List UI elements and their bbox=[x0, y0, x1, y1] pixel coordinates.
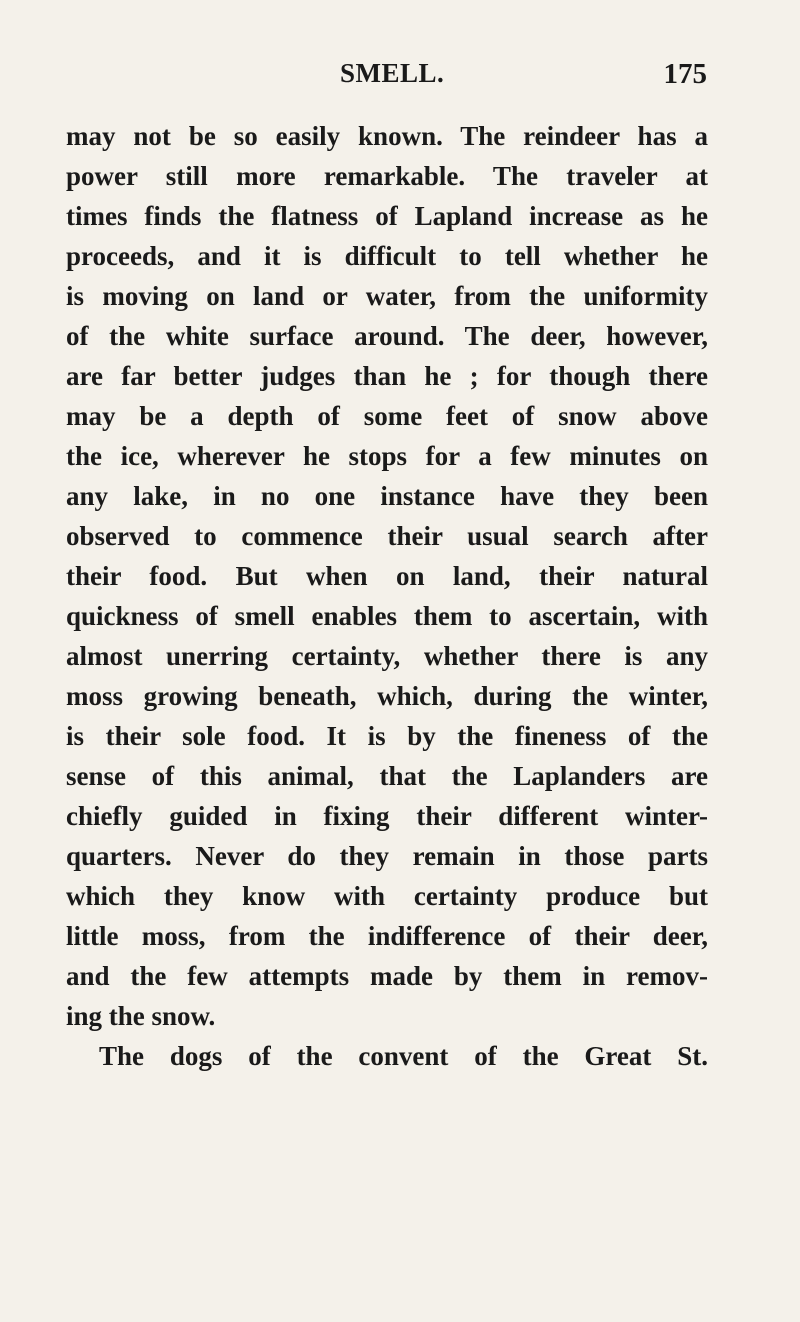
text-line: the ice, wherever he stops for a few minutes on bbox=[66, 441, 708, 471]
text-line: their food. But when on land, their natural bbox=[66, 561, 708, 591]
text-line: may be a depth of some feet of snow above bbox=[66, 401, 708, 431]
text-line: The dogs of the convent of the Great St. bbox=[99, 1041, 708, 1071]
body-text bbox=[66, 116, 708, 1076]
text-line: sense of this animal, that the Laplanders are bbox=[66, 761, 708, 791]
text-line: and the few attempts made by them in remov- bbox=[66, 961, 708, 991]
text-line: quickness of smell enables them to ascertain, with bbox=[66, 601, 708, 631]
text-line: which they know with certainty produce but bbox=[66, 881, 708, 911]
running-head-title: SMELL. bbox=[340, 58, 445, 88]
text-line: ing the snow. bbox=[66, 1001, 216, 1031]
text-line: is their sole food. It is by the fineness of the bbox=[66, 721, 708, 751]
page-number: 175 bbox=[663, 58, 707, 90]
text-line: are far better judges than he ; for though there bbox=[66, 361, 708, 391]
text-line: almost unerring certainty, whether there is any bbox=[66, 641, 708, 671]
text-line: observed to commence their usual search after bbox=[66, 521, 708, 551]
text-line: any lake, in no one instance have they been bbox=[66, 481, 708, 511]
running-head bbox=[0, 58, 800, 98]
text-line: may not be so easily known. The reindeer has a bbox=[66, 121, 708, 151]
text-line: chiefly guided in fixing their different winter- bbox=[66, 801, 708, 831]
text-line: moss growing beneath, which, during the winter, bbox=[66, 681, 708, 711]
text-line: power still more remarkable. The traveler at bbox=[66, 161, 708, 191]
text-line: is moving on land or water, from the uniformity bbox=[66, 281, 708, 311]
text-line: quarters. Never do they remain in those parts bbox=[66, 841, 708, 871]
text-line: little moss, from the indifference of their deer, bbox=[66, 921, 708, 951]
text-line: times finds the flatness of Lapland increase as he bbox=[66, 201, 708, 231]
text-line: proceeds, and it is difficult to tell whether he bbox=[66, 241, 708, 271]
text-line: of the white surface around. The deer, however, bbox=[66, 321, 708, 351]
